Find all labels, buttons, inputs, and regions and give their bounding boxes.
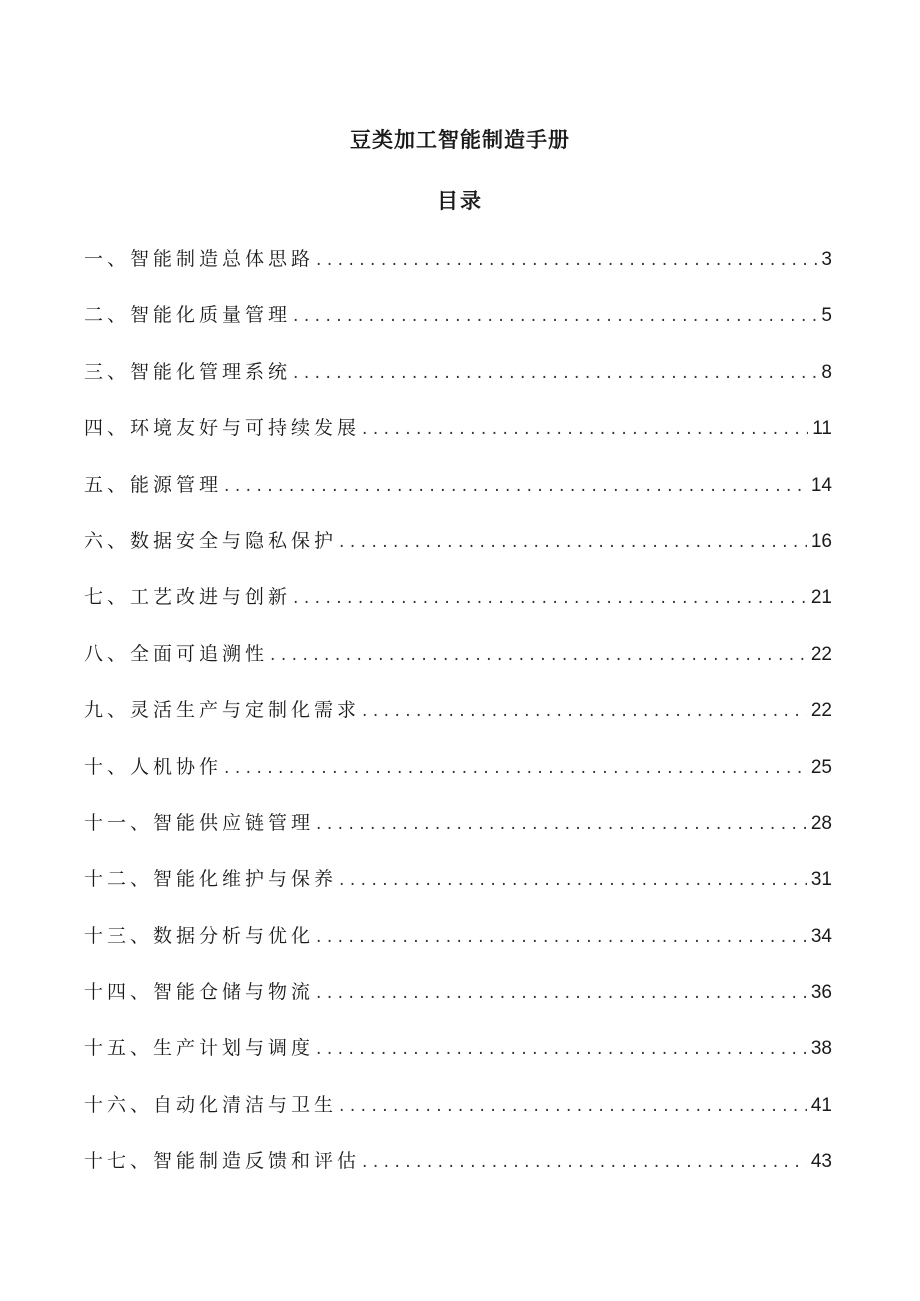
- toc-entry[interactable]: [84, 864, 832, 920]
- toc-leader-dots: [293, 363, 817, 383]
- toc-entry-page: 38: [810, 1038, 832, 1060]
- toc-leader-dots: [362, 1152, 807, 1172]
- toc-entry-page: 28: [810, 812, 832, 834]
- toc-leader-dots: [316, 1039, 807, 1059]
- toc-entry[interactable]: [84, 470, 832, 526]
- toc-entry[interactable]: [84, 977, 832, 1033]
- toc-entry-label: 十、人机协作: [84, 755, 223, 778]
- toc-entry-label: 四、环境友好与可持续发展: [84, 417, 361, 440]
- toc-entry-page: 14: [810, 474, 832, 496]
- toc-entry-page: 22: [810, 643, 832, 665]
- toc-entry-label: 五、能源管理: [84, 473, 223, 496]
- toc-entry-label: 十二、智能化维护与保养: [84, 868, 338, 891]
- toc-entry-page: 22: [810, 700, 832, 722]
- toc-leader-dots: [362, 419, 808, 439]
- toc-entry-label: 十四、智能仓储与物流: [84, 981, 315, 1004]
- toc-leader-dots: [224, 476, 807, 496]
- toc-entry[interactable]: [84, 413, 832, 469]
- toc-entry[interactable]: [84, 695, 832, 751]
- toc-leader-dots: [316, 250, 817, 270]
- toc-leader-dots: [224, 758, 807, 778]
- toc-entry-page: 36: [810, 982, 832, 1004]
- toc-entry-label: 十一、智能供应链管理: [84, 811, 315, 834]
- toc-entry[interactable]: [84, 582, 832, 638]
- toc-leader-dots: [362, 701, 807, 721]
- toc-leader-dots: [339, 532, 807, 552]
- toc-entry[interactable]: [84, 808, 832, 864]
- toc-entry-label: 六、数据安全与隐私保护: [84, 529, 338, 552]
- toc-entry-page: 3: [821, 249, 832, 270]
- toc-entry-label: 九、灵活生产与定制化需求: [84, 699, 361, 722]
- table-of-contents: [84, 244, 832, 1203]
- toc-entry-page: 41: [810, 1094, 832, 1116]
- toc-leader-dots: [270, 645, 807, 665]
- toc-entry[interactable]: [84, 752, 832, 808]
- toc-entry-page: 11: [812, 418, 832, 440]
- toc-entry-page: 25: [810, 756, 832, 778]
- toc-heading: 目录: [437, 189, 483, 213]
- toc-entry[interactable]: [84, 1033, 832, 1089]
- toc-entry-label: 十五、生产计划与调度: [84, 1037, 315, 1060]
- toc-leader-dots: [316, 814, 807, 834]
- toc-entry-label: 一、智能制造总体思路: [84, 248, 315, 270]
- toc-entry-page: 5: [821, 305, 832, 327]
- toc-entry[interactable]: [84, 244, 832, 300]
- toc-entry-label: 十七、智能制造反馈和评估: [84, 1150, 361, 1173]
- toc-entry-page: 31: [810, 869, 832, 891]
- toc-leader-dots: [316, 983, 807, 1003]
- toc-entry-page: 16: [810, 530, 832, 552]
- toc-entry[interactable]: [84, 1146, 832, 1202]
- toc-entry[interactable]: [84, 357, 832, 413]
- toc-entry[interactable]: [84, 1090, 832, 1146]
- toc-entry[interactable]: [84, 300, 832, 356]
- document-title: 豆类加工智能制造手册: [350, 128, 570, 152]
- toc-leader-dots: [339, 1096, 807, 1116]
- toc-entry-page: 34: [810, 925, 832, 947]
- toc-leader-dots: [293, 588, 807, 608]
- toc-entry[interactable]: [84, 639, 832, 695]
- toc-leader-dots: [293, 306, 817, 326]
- toc-entry[interactable]: [84, 526, 832, 582]
- toc-entry-label: 八、全面可追溯性: [84, 642, 269, 665]
- toc-entry-label: 二、智能化质量管理: [84, 304, 292, 327]
- toc-entry-page: 21: [810, 587, 832, 609]
- toc-leader-dots: [316, 927, 807, 947]
- toc-entry-label: 十六、自动化清洁与卫生: [84, 1093, 338, 1116]
- toc-entry-page: 43: [810, 1151, 832, 1173]
- toc-entry-label: 七、工艺改进与创新: [84, 586, 292, 609]
- toc-entry-label: 三、智能化管理系统: [84, 360, 292, 383]
- toc-entry-page: 8: [821, 361, 832, 383]
- toc-entry[interactable]: [84, 921, 832, 977]
- toc-entry-label: 十三、数据分析与优化: [84, 924, 315, 947]
- toc-leader-dots: [339, 870, 807, 890]
